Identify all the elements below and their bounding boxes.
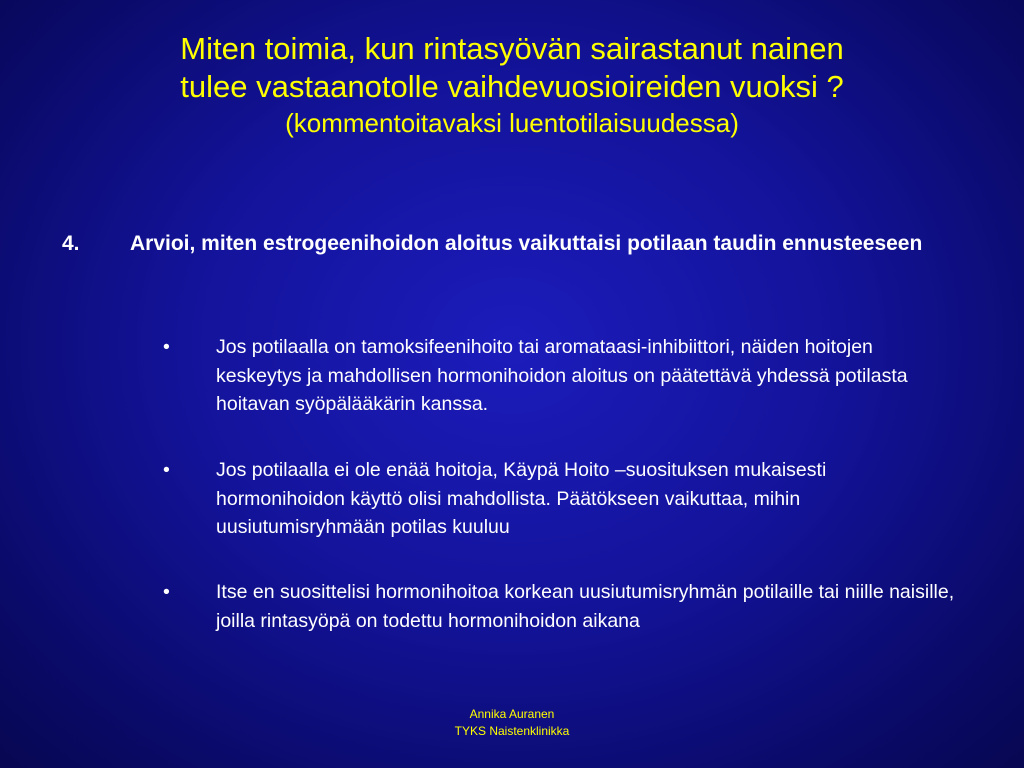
slide-subtitle: (kommentoitavaksi luentotilaisuudessa) xyxy=(285,108,739,138)
bullet-dot-icon: • xyxy=(163,459,170,481)
bullet-dot-icon: • xyxy=(163,581,170,603)
bullet-dot-icon: • xyxy=(163,336,170,358)
slide-title xyxy=(40,30,984,140)
bullet-text: Itse en suosittelisi hormonihoitoa korkean uusiutumisryhmän potilaille tai niille naisille, joilla rintasyöpä on todettu hormonihoidon aikana xyxy=(216,581,955,632)
footer-organization: TYKS Naistenklinikka xyxy=(454,724,570,738)
bullet-text: Jos potilaalla on tamoksifeenihoito tai aromataasi-inhibiittori, näiden hoitojen keskeytys ja mahdollisen hormonihoidon aloitus on päätettävä yhdessä potilasta hoitavan syöpälääkärin kanssa. xyxy=(216,336,908,415)
point-text: Arvioi, miten estrogeenihoidon aloitus vaikuttaisi potilaan taudin ennusteeseen xyxy=(130,232,923,255)
bullet-text: Jos potilaalla ei ole enää hoitoja, Käypä Hoito –suosituksen mukaisesti hormonihoidon käyttö olisi mahdollista. Päätökseen vaikuttaa, mihin uusiutumisryhmään potilas kuuluu xyxy=(216,459,827,538)
title-line-2: tulee vastaanotolle vaihdevuosioireiden vuoksi ? xyxy=(180,69,844,104)
slide-footer xyxy=(312,706,712,740)
footer-author: Annika Auranen xyxy=(469,707,555,721)
point-number: 4. xyxy=(62,232,80,255)
title-line-1: Miten toimia, kun rintasyövän sairastanut nainen xyxy=(180,31,844,66)
